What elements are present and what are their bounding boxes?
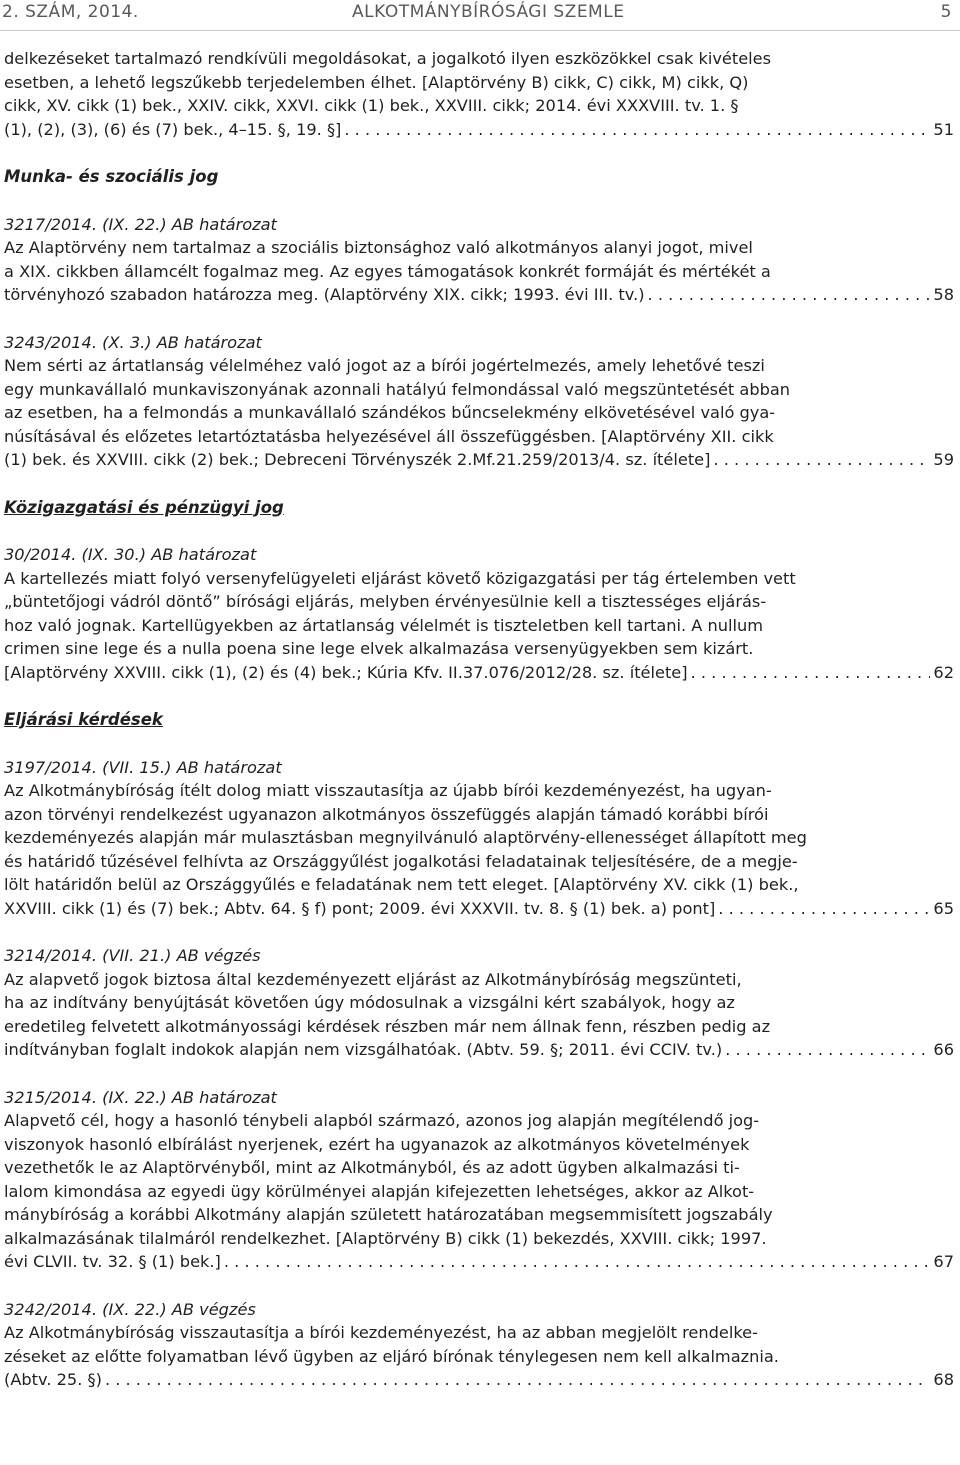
entry-line: egy munkavállaló munkaviszonyának azonnali hatályú felmondással való megszüntetését abban [4,379,791,399]
page-header [0,0,960,31]
entry-line: eredetileg felvetett alkotmányossági kérdések részben már nem állnak fenn, részben pedig az [4,1016,771,1036]
entry-reference: 3197/2014. (VII. 15.) AB határozat [4,757,282,777]
page-number: 5 [940,2,952,22]
toc-entry [4,1086,954,1274]
entry-line: (1) bek. és XXVIII. cikk (2) bek.; Debreceni Törvényszék 2.Mf.21.259/2013/4. sz. ítélete] [4,450,711,469]
entry-page: 67 [933,1252,954,1271]
dot-leader [691,661,931,685]
entry-reference: 3215/2014. (IX. 22.) AB határozat [4,1087,277,1107]
entry-line: hoz való jognak. Kartellügyekben az ártatlanság vélelmét is tiszteletben kell tartani. A nullum [4,615,764,635]
entry-line: Az Alkotmánybíróság ítélt dolog miatt visszautasítja az újabb bírói kezdeményezést, ha ugyan- [4,781,772,800]
journal-title: ALKOTMÁNYBÍRÓSÁGI SZEMLE [352,2,625,22]
entry-reference: 30/2014. (IX. 30.) AB határozat [4,545,257,564]
entry-line: A kartellezés miatt folyó versenyfelügyeleti eljárást követő közigazgatási per tág értelemben vett [4,568,796,588]
entry-page: 62 [933,662,954,682]
entry-line: az esetben, ha a felmondás a munkavállaló szándékos bűncselekmény elkövetésével való gya- [4,403,776,422]
entry-line: cikk, XV. cikk (1) bek., XXIV. cikk, XXVI. cikk (1) bek., XXVIII. cikk; 2014. évi XXXVIII. tv. 1. § [4,96,739,115]
entry-line: törvényhozó szabadon határozza meg. (Alaptörvény XIX. cikk; 1993. évi III. tv.) [4,285,645,304]
entry-line: évi CLVII. tv. 32. § (1) bek.] [4,1252,221,1271]
entry-line: Az Alkotmánybíróság visszautasítja a bírói kezdeményezést, ha az abban megjelölt rendelke- [4,1323,758,1342]
dot-leader [224,1250,931,1274]
entry-line: Nem sérti az ártatlanság vélelméhez való jogot az a bírói jogértelmezés, amely lehetővé teszi [4,356,765,375]
entry-line: (1), (2), (3), (6) és (7) bek., 4–15. §, 19. §] [4,119,342,139]
entry-line: kezdeményezés alapján már mulasztásban megnyilvánuló alaptörvény-ellenességet állapított meg [4,828,807,847]
entry-line: esetben, a lehető legszűkebb terjedelemben élhet. [Alaptörvény B) cikk, C) cikk, M) cikk, Q) [4,72,749,92]
dot-leader [344,118,930,142]
dot-leader [725,1038,930,1062]
dot-leader [105,1368,930,1392]
table-of-contents [4,47,954,1416]
entry-line: a XIX. cikkben államcélt fogalmaz meg. Az egyes támogatások konkrét formáját és mértékét a [4,261,771,281]
entry-last-line [4,448,954,472]
entry-line: és határidő tűzésével felhívta az Országgyűlést jogalkotási feladatainak teljesítésére, de a megje- [4,851,798,871]
issue-label: 2. SZÁM, 2014. [2,2,139,22]
toc-entry [4,944,954,1062]
entry-last-line [4,118,954,142]
entry-line: ha az indítvány benyújtását követően úgy módosulnak a vizsgálni kért szabályok, hogy az [4,993,735,1012]
entry-page: 59 [933,450,954,469]
entry-line: [Alaptörvény XXVIII. cikk (1), (2) és (4) bek.; Kúria Kfv. II.37.076/2012/28. sz. ítélete] [4,662,688,682]
dot-leader [718,897,930,921]
entry-line: Az alapvető jogok biztosa által kezdeményezett eljárást az Alkotmánybíróság megszünteti, [4,969,742,989]
entry-line: zéseket az előtte folyamatban lévő ügyben az eljáró bírónak ténylegesen nem kell alkalmaznia. [4,1346,779,1366]
toc-entry [4,756,954,921]
entry-reference: 3243/2014. (X. 3.) AB határozat [4,332,262,352]
entry-last-line [4,1250,954,1274]
dot-leader [648,283,931,307]
entry-line: lölt határidőn belül az Országgyűlés e feladatának nem tett eleget. [Alaptörvény XV. cikk (1) bek., [4,875,799,894]
dot-leader [713,448,930,472]
entry-line: mánybíróság a korábbi Alkotmány alapján született határozatában megsemmisített jogszabály [4,1205,773,1224]
toc-entry [4,543,954,684]
entry-last-line [4,283,954,307]
entry-line: alkalmazásának tilalmáról rendelkezhet. [Alaptörvény B) cikk (1) bekezdés, XXVIII. cikk; 1997. [4,1228,767,1248]
entry-line: vezethetők le az Alaptörvényből, mint az Alkotmányból, és az adott ügyben alkalmazási ti- [4,1158,740,1177]
entry-page: 66 [933,1040,954,1059]
toc-entry [4,1298,954,1392]
entry-line: azon törvényi rendelkezést ugyanazon alkotmányos összefüggés alapján támadó korábbi bírói [4,804,769,824]
entry-line: delkezéseket tartalmazó rendkívüli megoldásokat, a jogalkotó ilyen eszközökkel csak kivételes [4,49,772,68]
entry-page: 51 [933,119,954,139]
section-title: Közigazgatási és pénzügyi jog [4,497,284,517]
toc-entry [4,213,954,307]
entry-line: Az Alaptörvény nem tartalmaz a szociális biztonsághoz való alkotmányos alanyi jogot, mivel [4,238,753,257]
entry-line: viszonyok hasonló elbírálást nyerjenek, ezért ha ugyanazok az alkotmányos követelmények [4,1134,750,1154]
entry-reference: 3217/2014. (IX. 22.) AB határozat [4,214,277,234]
entry-line: (Abtv. 25. §) [4,1370,102,1389]
toc-entry [4,331,954,472]
entry-reference: 3242/2014. (IX. 22.) AB végzés [4,1299,256,1319]
section-title: Eljárási kérdések [4,710,163,729]
entry-last-line [4,661,954,685]
entry-line: lalom kimondása az egyedi ügy körülményei alapján kifejezetten lehetséges, akkor az Alkot- [4,1181,755,1201]
entry-line: núsításával és előzetes letartóztatásba helyezésével áll összefüggésben. [Alaptörvény XII. cikk [4,426,774,446]
toc-entry-intro [4,47,954,141]
entry-line: „büntetőjogi vádról döntő” bírósági eljárás, melyben érvényesülnie kell a tisztességes eljárás- [4,592,767,611]
entry-page: 58 [933,285,954,304]
section-title: Munka- és szociális jog [4,167,219,186]
entry-line: Alapvető cél, hogy a hasonló ténybeli alapból származó, azonos jog alapján megítélendő jog- [4,1111,760,1130]
entry-last-line [4,897,954,921]
entry-line: crimen sine lege és a nulla poena sine lege elvek alkalmazása versenyügyekben sem kizárt. [4,639,754,658]
entry-last-line [4,1038,954,1062]
entry-last-line [4,1368,954,1392]
entry-line: XXVIII. cikk (1) és (7) bek.; Abtv. 64. § f) pont; 2009. évi XXXVII. tv. 8. § (1) bek. a) pont] [4,898,716,918]
entry-line: indítványban foglalt indokok alapján nem vizsgálhatóak. (Abtv. 59. §; 2011. évi CCIV. tv.) [4,1040,723,1059]
entry-page: 65 [933,898,954,918]
entry-page: 68 [933,1370,954,1389]
entry-reference: 3214/2014. (VII. 21.) AB végzés [4,946,261,965]
